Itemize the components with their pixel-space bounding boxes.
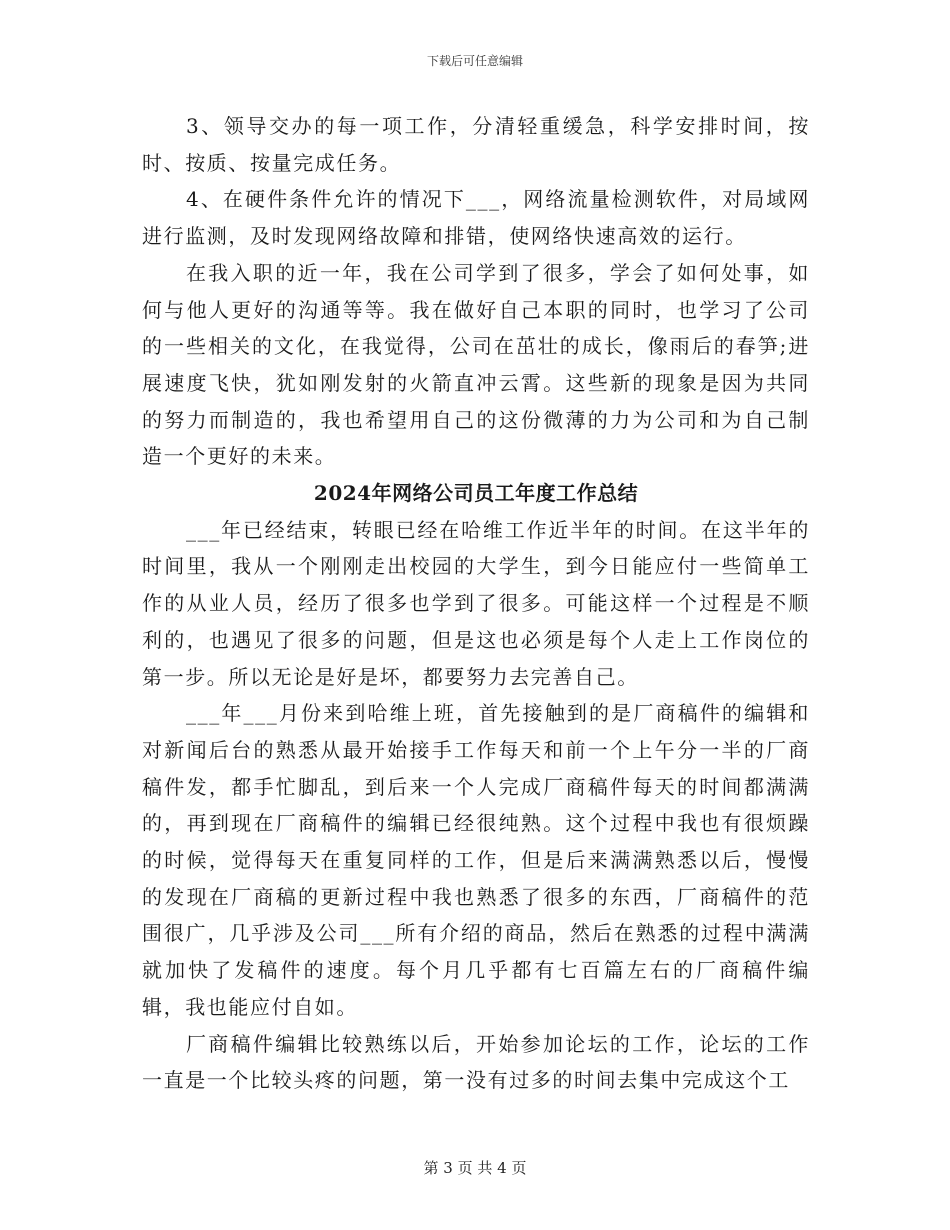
paragraph: 在我入职的近一年，我在公司学到了很多，学会了如何处事，如何与他人更好的沟通等等。我在做好自己本职的同时，也学习了公司的一些相关的文化，在我觉得，公司在茁壮的成长，像雨后的春笋;进展速度飞快，犹如刚发射的火箭直冲云霄。这些新的现象是因为共同的努力而制造的，我也希望用自己的这份微薄的力为公司和为自己制造一个更好的未来。 [142,260,810,469]
page-header: 下载后可任意编辑 [426,54,523,68]
paragraph: 4、在硬件条件允许的情况下___，网络流量检测软件，对局域网进行监测，及时发现网络故障和排错，使网络快速高效的运行。 [142,187,810,249]
paragraph: ___年已经结束，转眼已经在哈维工作近半年的时间。在这半年的时间里，我从一个刚刚走出校园的大学生，到今日能应付一些简单工作的从业人员，经历了很多也学到了很多。可能这样一个过程是不顺利的，也遇见了很多的问题，但是这也必须是每个人走上工作岗位的第一步。所以无论是好是坏，都要努力去完善自己。 [142,517,810,689]
paragraph: 厂商稿件编辑比较熟练以后，开始参加论坛的工作，论坛的工作一直是一个比较头疼的问题，第一没有过多的时间去集中完成这个工 [142,1031,810,1093]
paragraph: ___年___月份来到哈维上班，首先接触到的是厂商稿件的编辑和对新闻后台的熟悉从最开始接手工作每天和前一个上午分一半的厂商稿件发，都手忙脚乱，到后来一个人完成厂商稿件每天的时间都满满的，再到现在厂商稿件的编辑已经很纯熟。这个过程中我也有很烦躁的时候，觉得每天在重复同样的工作，但是后来满满熟悉以后，慢慢的发现在厂商稿的更新过程中我也熟悉了很多的东西，厂商稿件的范围很广，几乎涉及公司___所有介绍的商品，然后在熟悉的过程中满满就加快了发稿件的速度。每个月几乎都有七百篇左右的厂商稿件编辑，我也能应付自如。 [142,701,810,1019]
section-title: 2024年网络公司员工年度工作总结 [313,481,639,506]
page-number: 第 3 页 共 4 页 [423,1159,527,1177]
paragraph: 3、领导交办的每一项工作，分清轻重缓急，科学安排时间，按时、按质、按量完成任务。 [142,114,810,175]
document-body [142,108,810,1099]
